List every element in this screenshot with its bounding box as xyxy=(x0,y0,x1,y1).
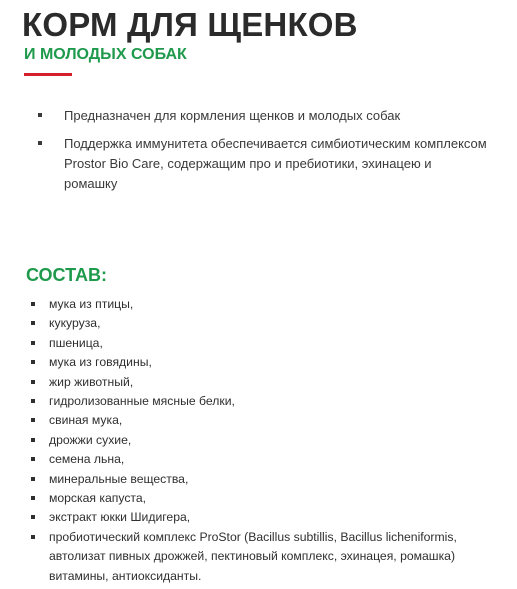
list-item xyxy=(31,411,501,430)
list-item xyxy=(31,450,501,469)
list-item xyxy=(31,295,501,314)
intro-list xyxy=(38,106,488,202)
bullet-icon xyxy=(31,380,35,384)
intro-item-immunity xyxy=(38,134,488,194)
list-item xyxy=(31,334,501,353)
list-item xyxy=(31,489,501,508)
list-item xyxy=(31,528,501,586)
ingredient-text: кукуруза, xyxy=(49,316,101,331)
list-item xyxy=(31,353,501,372)
bullet-icon xyxy=(31,341,35,345)
composition-heading: СОСТАВ: xyxy=(26,265,107,285)
ingredient-text: пробиотический комплекс ProStor (Bacillus subtillis, Bacillus licheniformis, автолизат пивных дрожжей, пектиновый комплекс, эхинацея, ромашка) витамины, антиоксиданты. xyxy=(49,529,457,583)
bullet-icon xyxy=(31,515,35,519)
ingredient-text: жир животный, xyxy=(49,374,134,389)
bullet-icon xyxy=(31,496,35,500)
bullet-icon xyxy=(31,360,35,364)
ingredient-text: семена льна, xyxy=(49,452,125,467)
red-divider xyxy=(24,73,72,76)
ingredient-list xyxy=(31,295,501,586)
intro-item-text: Поддержка иммунитета обеспечивается симбиотическим комплексом Prostor Bio Care, содержащим про и пребиотики, эхинацею и ромашку xyxy=(64,136,487,191)
page-subtitle: И МОЛОДЫХ СОБАК xyxy=(24,46,187,63)
list-item xyxy=(31,314,501,333)
bullet-icon xyxy=(31,535,35,539)
list-item xyxy=(31,373,501,392)
intro-item-text: Предназначен для кормления щенков и молодых собак xyxy=(64,108,401,123)
list-item xyxy=(31,508,501,527)
ingredient-text: мука из птицы, xyxy=(49,297,134,311)
page-title: КОРМ ДЛЯ ЩЕНКОВ xyxy=(22,6,358,43)
bullet-icon xyxy=(31,418,35,422)
list-item xyxy=(31,470,501,489)
ingredient-text: пшеница, xyxy=(49,335,103,350)
bullet-icon xyxy=(31,477,35,481)
ingredient-text: дрожжи сухие, xyxy=(49,432,132,447)
ingredient-text: морская капуста, xyxy=(49,491,147,506)
bullet-icon xyxy=(31,321,35,325)
bullet-icon xyxy=(38,113,42,117)
intro-item-purpose xyxy=(38,106,488,126)
ingredient-text: гидролизованные мясные белки, xyxy=(49,394,235,409)
bullet-icon xyxy=(31,399,35,403)
ingredient-text: свиная мука, xyxy=(49,413,123,428)
bullet-icon xyxy=(38,141,42,145)
ingredient-text: мука из говядины, xyxy=(49,355,152,370)
list-item xyxy=(31,392,501,411)
list-item xyxy=(31,431,501,450)
ingredient-text: минеральные вещества, xyxy=(49,471,189,486)
bullet-icon xyxy=(31,457,35,461)
bullet-icon xyxy=(31,302,35,306)
bullet-icon xyxy=(31,438,35,442)
ingredient-text: экстракт юкки Шидигера, xyxy=(49,510,191,525)
